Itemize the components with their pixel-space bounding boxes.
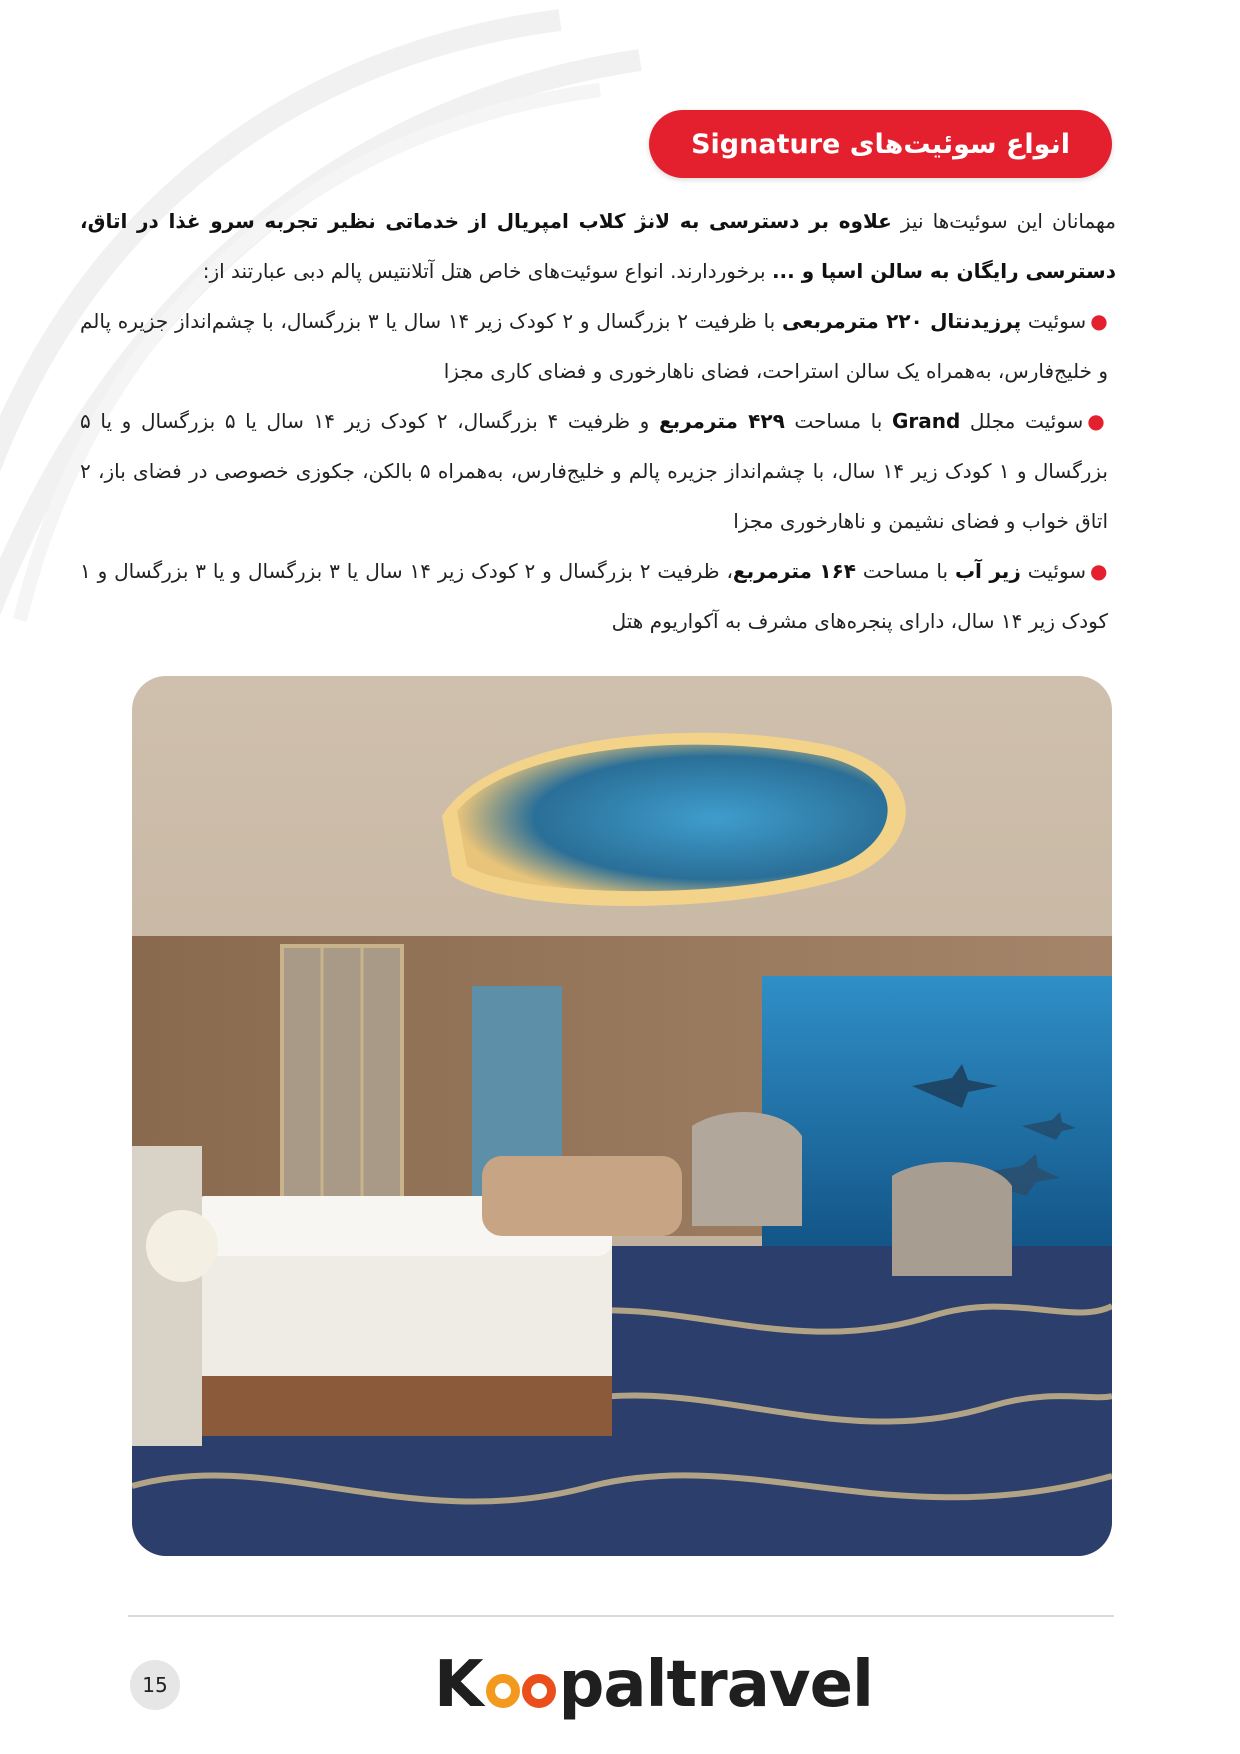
bullet-icon: ● [1090, 309, 1109, 333]
bullet-icon: ● [1087, 409, 1108, 433]
intro-paragraph: مهمانان این سوئیت‌ها نیز علاوه بر دسترسی به لانژ کلاب امپریال از خدماتی نظیر تجربه سرو غذا در اتاق، دسترسی رایگان به سالن اسپا و ... برخوردارند. انواع سوئیت‌های خاص هتل آتلانتیس پالم دبی عبارتند از: [80, 209, 1116, 283]
page-number: 15 [130, 1660, 180, 1710]
section-title [649, 110, 1112, 178]
suite-photo [132, 676, 1112, 1556]
underwater-suite-illustration [132, 676, 1112, 1556]
suite-item-underwater: ●سوئیت زیر آب با مساحت ۱۶۴ مترمربع، ظرفیت ۲ بزرگسال و ۲ کودک زیر ۱۴ سال یا ۳ بزرگسال و یا ۳ بزرگسال و ۱ کودک زیر ۱۴ سال، دارای پنجره‌های مشرف به آکواریوم هتل [80, 559, 1109, 633]
body-text [80, 196, 1116, 646]
footer-divider [128, 1615, 1114, 1617]
bullet-icon: ● [1090, 559, 1109, 583]
section-title-text: انواع سوئیت‌های Signature [691, 128, 1070, 160]
koopaltravel-logo: K paltravel [434, 1648, 873, 1722]
suite-item-grand: ●سوئیت مجلل Grand با مساحت ۴۲۹ مترمربع و ظرفیت ۴ بزرگسال، ۲ کودک زیر ۱۴ سال یا ۵ بزرگسال و یا ۵ بزرگسال و ۱ کودک زیر ۱۴ سال، با چشم‌انداز جزیره پالم و خلیج‌فارس، به‌همراه ۵ بالکن، جکوزی خصوصی در فضای باز، ۲ اتاق خواب و فضای نشیمن و ناهارخوری مجزا [80, 409, 1108, 533]
suite-item-presidential: ●سوئیت پرزیدنتال ۲۲۰ مترمربعی با ظرفیت ۲ بزرگسال و ۲ کودک زیر ۱۴ سال یا ۳ بزرگسال، با چشم‌انداز جزیره پالم و خلیج‌فارس، به‌همراه یک سالن استراحت، فضای ناهارخوری و فضای کاری مجزا [80, 309, 1109, 383]
logo-rings-icon [485, 1668, 557, 1702]
